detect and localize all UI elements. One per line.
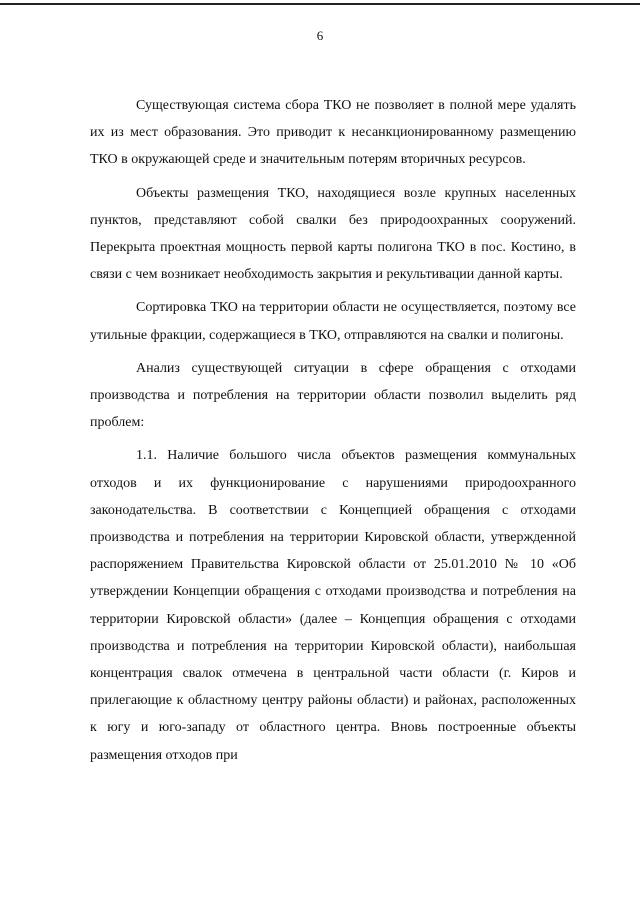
paragraph: Объекты размещения ТКО, находящиеся возле крупных населенных пунктов, представляют собой свалки без природоохранных сооружений. Перекрыта проектная мощность первой карты полигона ТКО в пос. Костино, в связи с чем возникает необходимость закрытия и рекультивации данной карты. [90,185,576,283]
paragraph: 1.1. Наличие большого числа объектов размещения коммунальных отходов и их функционирование с нарушениями природоохранного законодательства. В соответствии с Концепцией обращения с отходами производства и потребления на территории Кировской области, утвержденной распоряжением Правительства Кировской области от 25.01.2010 № 10 «Об утверждении Концепции обращения с отходами производства и потребления на территории Кировской области» (далее – Концепция обращения с отходами производства и потребления на территории Кировской области), наибольшая концентрация свалок отмечена в центральной части области (г. Киров и прилегающие к областному центру районы области) и районах, расположенных к югу и юго-западу от областного центра. Вновь построенные объекты размещения отходов при [90,448,576,763]
page-number: 6 [316,28,324,43]
page-top-rule [0,3,640,5]
document-body [90,92,576,769]
paragraph: Анализ существующей ситуации в сфере обращения с отходами производства и потребления на территории области позволил выделить ряд проблем: [90,360,576,431]
paragraph: Сортировка ТКО на территории области не осуществляется, поэтому все утильные фракции, содержащиеся в ТКО, отправляются на свалки и полигоны. [90,300,576,343]
paragraph: Существующая система сбора ТКО не позволяет в полной мере удалять их из мест образования. Это приводит к несанкционированному размещению ТКО в окружающей среде и значительным потерям вторичных ресурсов. [90,98,576,168]
